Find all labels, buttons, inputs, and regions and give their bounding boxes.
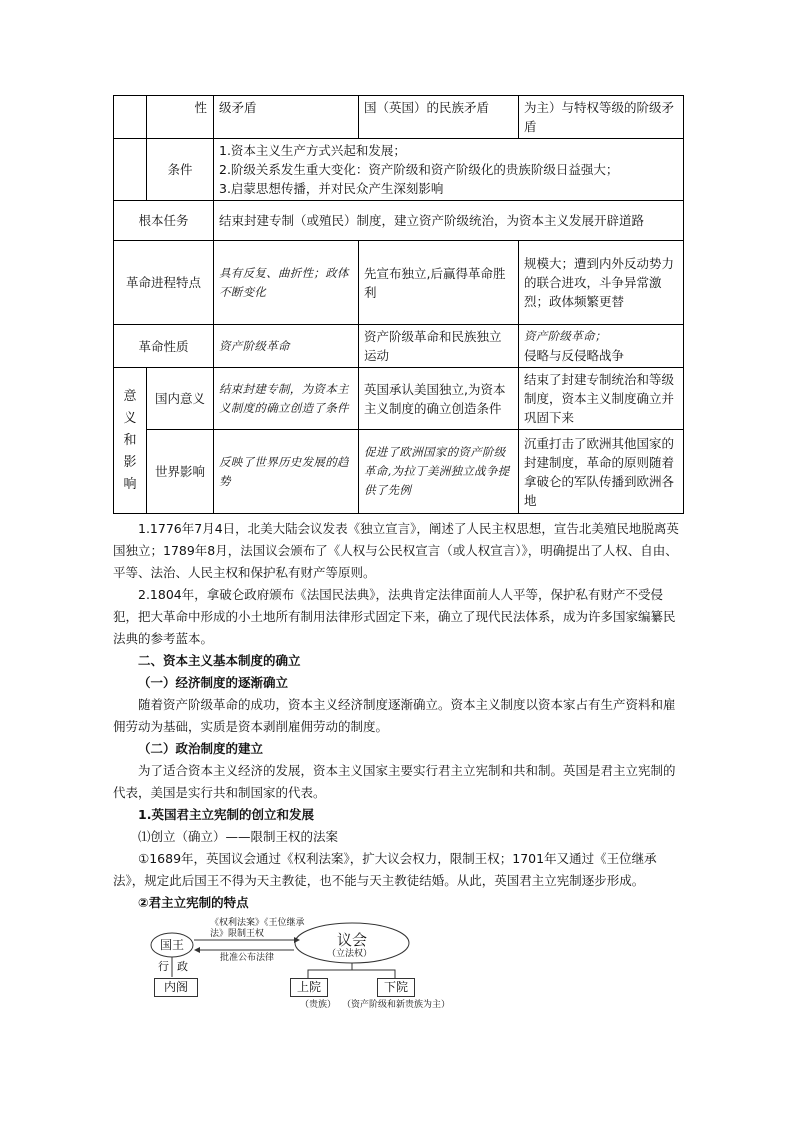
revolution-comparison-table: [113, 95, 684, 514]
table-row: [114, 430, 684, 514]
paragraph: ①1689年，英国议会通过《权利法案》，扩大议会权力，限制王权；1701年又通过《王位继承法》，规定此后国王不得为天主教徒，也不能与天主教徒结婚。从此，英国君主立宪制逐步形成。: [113, 851, 657, 888]
condition-line: 3.启蒙思想传播，并对民众产生深刻影响: [219, 181, 444, 196]
subsection-heading: ②君主立宪制的特点: [138, 895, 249, 910]
table-row: [114, 241, 684, 325]
subsection-heading: （一）经济制度的逐渐确立: [138, 675, 289, 690]
table-cell: 规模大；遭到内外反动势力的联合进攻，斗争异常激烈；政体频繁更替: [519, 241, 684, 325]
parliament-node: 议会: [336, 931, 367, 949]
table-cell: 沉重打击了欧洲其他国家的封建制度，革命的原则随着拿破仑的军队传播到欧洲各地: [519, 430, 684, 514]
king-node: 国王: [159, 938, 184, 952]
table-row: [114, 325, 684, 368]
paragraph: 1.1776年7月4日，北美大陆会议发表《独立宣言》，阐述了人民主权思想，宣告北美殖民地脱离英国独立；1789年8月，法国议会颁布了《人权与公民权宣言（或人权宣言）》，明确提出了人权、自由、平等、法治、人民主权和保护私有财产等原则。: [113, 521, 679, 580]
condition-line: 2.阶级关系发生重大变化：资产阶级和资产阶级化的贵族阶级日益强大；: [219, 162, 619, 177]
table-cell: 为主）与特权等级的阶级矛盾: [519, 96, 684, 139]
paragraph: 为了适合资本主义经济的发展，资本主义国家主要实行君主立宪制和共和制。英国是君主立宪制的代表，美国是实行共和制国家的代表。: [113, 763, 676, 800]
paragraph: 随着资产阶级革命的成功，资本主义经济制度逐渐确立。资本主义制度以资本家占有生产资料和雇佣劳动为基础，实质是资本剥削雇佣劳动的制度。: [113, 697, 676, 734]
cabinet-node: 内阁: [154, 978, 198, 997]
table-row: [114, 201, 684, 241]
cell-line: 资产阶级革命；: [524, 329, 607, 343]
table-cell: 具有反复、曲折性；政体不断变化: [214, 241, 359, 325]
row-label: 条件: [147, 139, 214, 201]
lower-house-note: （资产阶级和新贵族为主）: [342, 1000, 451, 1010]
table-cell: 国（英国）的民族矛盾: [359, 96, 519, 139]
condition-line: 1.资本主义生产方式兴起和发展；: [219, 143, 406, 158]
arrow-label-bottom: 批准公布法律: [220, 953, 275, 963]
upper-house-note: （贵族）: [300, 1000, 337, 1010]
subsection-heading: （二）政治制度的建立: [138, 741, 264, 756]
table-cell: 结束封建专制，为资本主义制度的确立创造了条件: [214, 368, 359, 430]
row-label: 国内意义: [147, 368, 214, 430]
table-cell: 促进了欧洲国家的资产阶级革命,为拉丁美洲独立战争提供了先例: [359, 430, 519, 514]
cell-line: 侵略与反侵略战争: [524, 348, 625, 363]
subsection-heading: ⑴创立（确立）——限制王权的法案: [138, 829, 339, 844]
table-row: [114, 368, 684, 430]
table-cell: 资产阶级革命和民族独立运动: [359, 325, 519, 368]
constitutional-monarchy-diagram: [150, 920, 500, 1015]
row-label: 根本任务: [114, 201, 214, 241]
exec-label: 行: [158, 960, 169, 973]
table-cell: 英国承认美国独立,为资本主义制度的确立创造条件: [359, 368, 519, 430]
conditions-cell: [214, 139, 684, 201]
table-cell: [519, 325, 684, 368]
row-label: 性: [147, 96, 214, 139]
parliament-sub: （立法权）: [327, 949, 373, 959]
row-label: 革命性质: [114, 325, 214, 368]
subsection-heading: 1.英国君主立宪制的创立和发展: [138, 807, 314, 822]
table-cell: 结束封建专制（或殖民）制度，建立资产阶级统治，为资本主义发展开辟道路: [214, 201, 684, 241]
exec-label: 政: [177, 960, 188, 973]
table-cell: 先宣布独立,后赢得革命胜利: [359, 241, 519, 325]
row-label: 世界影响: [147, 430, 214, 514]
arrow-label-top: 《权利法案》《王位继承法》限制王权: [210, 918, 305, 939]
table-cell: 资产阶级革命: [214, 325, 359, 368]
lower-house-node: 下院: [377, 978, 415, 997]
paragraph: 2.1804年，拿破仑政府颁布《法国民法典》，法典肯定法律面前人人平等，保护私有财产不受侵犯，把大革命中形成的小土地所有制用法律形式固定下来，确立了现代民法体系，成为许多国家编纂民法典的参考蓝本。: [113, 587, 676, 646]
significance-group-label: 意义和影响: [123, 388, 137, 492]
table-row: [114, 139, 684, 201]
table-row: [114, 96, 684, 139]
table-cell: 级矛盾: [214, 96, 359, 139]
section-heading: 二、资本主义基本制度的确立: [138, 653, 301, 668]
upper-house-node: 上院: [290, 978, 328, 997]
table-cell: 反映了世界历史发展的趋势: [214, 430, 359, 514]
body-text: [113, 518, 683, 914]
table-cell: 结束了封建专制统治和等级制度，资本主义制度确立并巩固下来: [519, 368, 684, 430]
row-label: 革命进程特点: [114, 241, 214, 325]
group-label: [114, 368, 147, 514]
